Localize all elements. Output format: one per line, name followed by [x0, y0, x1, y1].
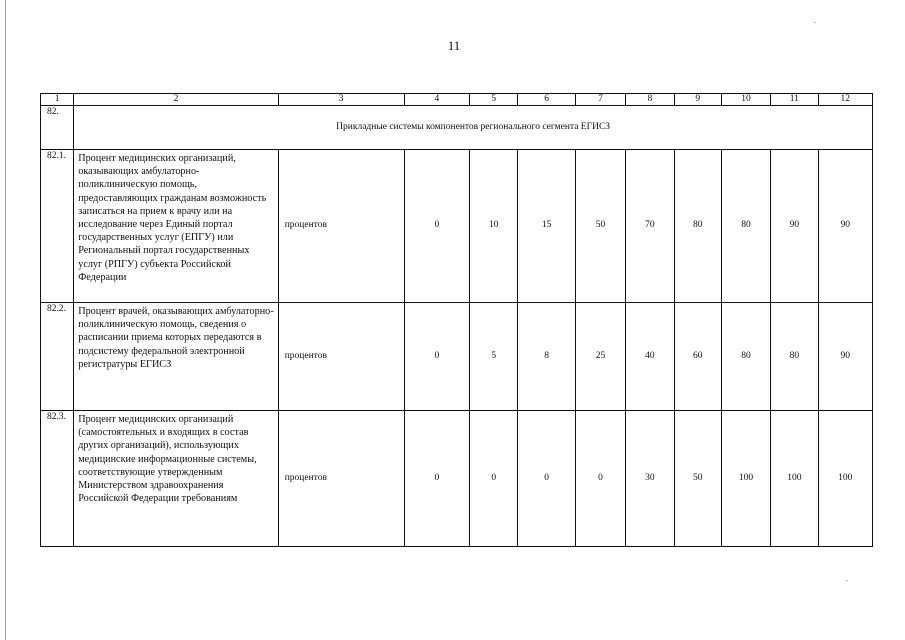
indicator-value: 100 — [771, 411, 818, 547]
table-row — [41, 411, 873, 547]
column-number: 10 — [721, 94, 770, 106]
table-row — [41, 303, 873, 411]
indicator-value: 50 — [674, 411, 721, 547]
indicator-name: Процент медицинских организаций (самостоятельных и входящих в состав других организаций), использующих медицинские информационные системы, соответствующие утвержденным Министерством здравоохранения Российской Федерации требованиям — [74, 411, 278, 547]
scan-edge-line — [5, 0, 6, 640]
indicator-value: 0 — [404, 150, 469, 303]
column-number: 6 — [518, 94, 575, 106]
row-number: 82.2. — [41, 303, 74, 411]
indicator-value: 70 — [626, 150, 674, 303]
indicator-value: 40 — [626, 303, 674, 411]
column-number: 4 — [404, 94, 469, 106]
indicator-value: 80 — [721, 150, 770, 303]
page-number: 11 — [447, 38, 461, 53]
indicator-unit: процентов — [278, 303, 404, 411]
column-number: 7 — [575, 94, 625, 106]
column-number: 9 — [674, 94, 721, 106]
indicators-table — [40, 93, 873, 547]
scan-speck — [846, 580, 848, 581]
indicator-name: Процент врачей, оказывающих амбулаторно-поликлиническую помощь, сведения о расписании приема которых передаются в подсистему федеральной электронной регистратуры ЕГИСЗ — [74, 303, 278, 411]
indicator-value: 0 — [404, 303, 469, 411]
section-title: Прикладные системы компонентов регионального сегмента ЕГИСЗ — [74, 106, 873, 150]
column-number: 8 — [626, 94, 674, 106]
indicator-value: 60 — [674, 303, 721, 411]
indicator-value: 10 — [470, 150, 518, 303]
indicator-value: 100 — [818, 411, 872, 547]
indicator-value: 15 — [518, 150, 575, 303]
indicator-value: 90 — [771, 150, 818, 303]
indicator-value: 50 — [575, 150, 625, 303]
indicator-value: 0 — [518, 411, 575, 547]
row-number: 82.3. — [41, 411, 74, 547]
row-number: 82.1. — [41, 150, 74, 303]
indicator-value: 100 — [721, 411, 770, 547]
scan-speck — [814, 22, 816, 23]
indicator-value: 90 — [818, 303, 872, 411]
indicator-value: 25 — [575, 303, 625, 411]
indicator-value: 5 — [470, 303, 518, 411]
indicator-value: 80 — [721, 303, 770, 411]
indicator-value: 0 — [404, 411, 469, 547]
section-number: 82. — [41, 106, 74, 150]
indicator-unit: процентов — [278, 150, 404, 303]
column-number: 1 — [41, 94, 74, 106]
column-number: 5 — [470, 94, 518, 106]
indicator-value: 0 — [575, 411, 625, 547]
section-row — [41, 106, 873, 150]
indicator-value: 80 — [771, 303, 818, 411]
indicator-value: 30 — [626, 411, 674, 547]
column-number: 11 — [771, 94, 818, 106]
column-number-row — [41, 94, 873, 106]
column-number: 12 — [818, 94, 872, 106]
table-row — [41, 150, 873, 303]
indicator-value: 90 — [818, 150, 872, 303]
indicator-value: 80 — [674, 150, 721, 303]
indicator-value: 8 — [518, 303, 575, 411]
indicator-name: Процент медицинских организаций, оказывающих амбулаторно-поликлиническую помощь, предоставляющих гражданам возможность записаться на прием к врачу или на исследование через Единый портал государственных услуг (ЕПГУ) или Региональный портал государственных услуг (РПГУ) субъекта Российской Федерации — [74, 150, 278, 303]
indicator-unit: процентов — [278, 411, 404, 547]
indicator-value: 0 — [470, 411, 518, 547]
column-number: 3 — [278, 94, 404, 106]
column-number: 2 — [74, 94, 278, 106]
